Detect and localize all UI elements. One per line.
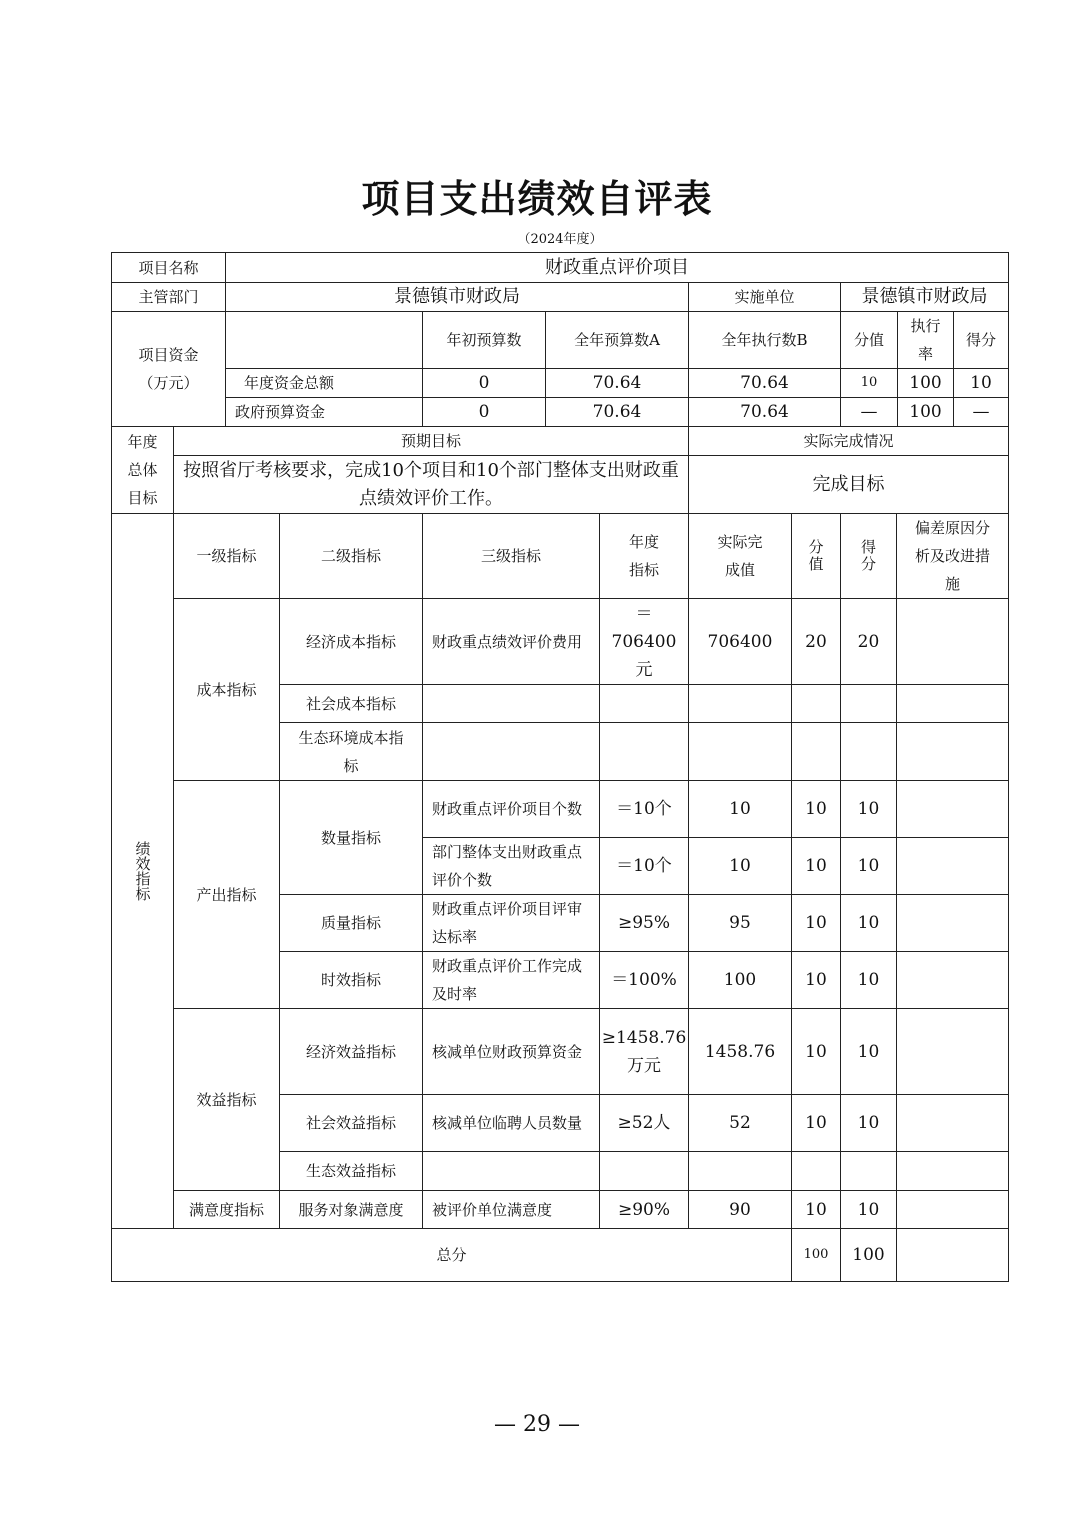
indicator-actual: 10 <box>688 837 792 895</box>
funds-header: 执行率 <box>897 311 954 369</box>
indicator-target: ≥52人 <box>599 1094 689 1152</box>
indicator-actual: 100 <box>688 951 792 1009</box>
funds-cell: 70.64 <box>688 368 841 398</box>
indicator-got: 20 <box>840 598 897 685</box>
goal-label: 年度总体目标 <box>111 426 174 514</box>
funds-header: 全年预算数A <box>545 311 689 369</box>
funds-cell: 0 <box>422 368 546 398</box>
funds-header: 分值 <box>840 311 898 369</box>
perf-header: 年度指标 <box>599 513 689 599</box>
actual-goal-label: 实际完成情况 <box>688 426 1009 456</box>
total-got: 100 <box>840 1228 897 1282</box>
funds-row-label: 年度资金总额 <box>225 368 423 398</box>
indicator-target <box>599 684 689 723</box>
indicator-target: ＝10个 <box>599 780 689 838</box>
dept-value: 景德镇市财政局 <box>225 282 689 312</box>
funds-cell: 100 <box>897 397 954 427</box>
actual-goal: 完成目标 <box>688 455 1009 514</box>
dept-label: 主管部门 <box>111 282 226 312</box>
indicator-actual <box>688 1151 792 1191</box>
indicator-note <box>896 1190 1009 1229</box>
level3-indicator: 财政重点评价项目评审达标率 <box>422 894 600 952</box>
indicator-got: 10 <box>840 894 897 952</box>
indicator-got <box>840 1151 897 1191</box>
perf-label-text: 绩效指标 <box>133 841 152 901</box>
indicator-score: 10 <box>791 951 841 1009</box>
indicator-target: ＝100% <box>599 951 689 1009</box>
indicator-actual: 52 <box>688 1094 792 1152</box>
level2-indicator: 经济效益指标 <box>279 1008 423 1095</box>
level3-indicator <box>422 1151 600 1191</box>
level3-indicator: 财政重点评价工作完成及时率 <box>422 951 600 1009</box>
perf-header: 二级指标 <box>279 513 423 599</box>
indicator-score <box>791 722 841 781</box>
indicator-note <box>896 780 1009 838</box>
funds-row-label: 政府预算资金 <box>225 397 423 427</box>
funds-header: 年初预算数 <box>422 311 546 369</box>
funds-cell: 70.64 <box>688 397 841 427</box>
level2-indicator: 社会成本指标 <box>279 684 423 723</box>
indicator-target: ≥95% <box>599 894 689 952</box>
indicator-score: 10 <box>791 780 841 838</box>
funds-header: 得分 <box>953 311 1009 369</box>
project-name-label: 项目名称 <box>111 252 226 283</box>
funds-blank <box>225 311 423 369</box>
indicator-note <box>896 684 1009 723</box>
expected-goal: 按照省厅考核要求，完成10个项目和10个部门整体支出财政重点绩效评价工作。 <box>173 455 689 514</box>
funds-cell: 10 <box>953 368 1009 398</box>
level3-indicator <box>422 722 600 781</box>
year-subtitle: （2024年度） <box>517 232 603 247</box>
level1-output: 产出指标 <box>173 780 280 1009</box>
funds-cell: 70.64 <box>545 397 689 427</box>
level3-indicator: 核减单位财政预算资金 <box>422 1008 600 1095</box>
level2-indicator: 生态环境成本指标 <box>279 722 423 781</box>
indicator-score: 10 <box>791 894 841 952</box>
perf-header: 得分 <box>840 513 897 599</box>
page-title: 项目支出绩效自评表 <box>361 176 713 221</box>
level2-indicator: 服务对象满意度 <box>279 1190 423 1229</box>
total-label: 总分 <box>111 1228 792 1282</box>
indicator-target: ＝706400元 <box>599 598 689 685</box>
funds-cell: — <box>953 397 1009 427</box>
indicator-actual <box>688 722 792 781</box>
indicator-actual: 95 <box>688 894 792 952</box>
level1-cost: 成本指标 <box>173 598 280 781</box>
page-number: — 29 — <box>494 1412 580 1437</box>
indicator-note <box>896 951 1009 1009</box>
indicator-target <box>599 722 689 781</box>
indicator-note <box>896 722 1009 781</box>
indicator-got: 10 <box>840 1190 897 1229</box>
project-name: 财政重点评价项目 <box>225 252 1009 283</box>
perf-header: 三级指标 <box>422 513 600 599</box>
indicator-got: 10 <box>840 1094 897 1152</box>
funds-header: 全年执行数B <box>688 311 841 369</box>
level3-indicator: 财政重点评价项目个数 <box>422 780 600 838</box>
level3-indicator: 核减单位临聘人员数量 <box>422 1094 600 1152</box>
level3-indicator: 部门整体支出财政重点评价个数 <box>422 837 600 895</box>
indicator-actual <box>688 684 792 723</box>
level3-indicator <box>422 684 600 723</box>
level2-indicator: 数量指标 <box>279 780 423 895</box>
indicator-score: 10 <box>791 1190 841 1229</box>
indicator-target: ≥1458.76万元 <box>599 1008 689 1095</box>
indicator-actual: 90 <box>688 1190 792 1229</box>
level2-indicator: 时效指标 <box>279 951 423 1009</box>
indicator-target: ≥90% <box>599 1190 689 1229</box>
indicator-note <box>896 837 1009 895</box>
funds-cell: 70.64 <box>545 368 689 398</box>
total-score: 100 <box>791 1228 841 1282</box>
perf-label <box>111 513 174 1229</box>
indicator-score: 20 <box>791 598 841 685</box>
indicator-score <box>791 684 841 723</box>
indicator-got <box>840 722 897 781</box>
indicator-note <box>896 598 1009 685</box>
indicator-score: 10 <box>791 1008 841 1095</box>
level1-benefit: 效益指标 <box>173 1008 280 1191</box>
unit-value: 景德镇市财政局 <box>840 282 1009 312</box>
indicator-got: 10 <box>840 780 897 838</box>
indicator-got <box>840 684 897 723</box>
indicator-note <box>896 1151 1009 1191</box>
expected-goal-label: 预期目标 <box>173 426 689 456</box>
perf-header: 实际完成值 <box>688 513 792 599</box>
funds-cell: 10 <box>840 368 898 398</box>
indicator-note <box>896 894 1009 952</box>
indicator-score: 10 <box>791 837 841 895</box>
perf-header: 一级指标 <box>173 513 280 599</box>
level2-indicator: 生态效益指标 <box>279 1151 423 1191</box>
level3-indicator: 财政重点绩效评价费用 <box>422 598 600 685</box>
indicator-got: 10 <box>840 837 897 895</box>
level2-indicator: 经济成本指标 <box>279 598 423 685</box>
indicator-got: 10 <box>840 1008 897 1095</box>
funds-cell: 0 <box>422 397 546 427</box>
funds-cell: — <box>840 397 898 427</box>
indicator-actual: 10 <box>688 780 792 838</box>
level2-indicator: 社会效益指标 <box>279 1094 423 1152</box>
unit-label: 实施单位 <box>688 282 841 312</box>
indicator-got: 10 <box>840 951 897 1009</box>
perf-header: 偏差原因分析及改进措施 <box>896 513 1009 599</box>
indicator-actual: 1458.76 <box>688 1008 792 1095</box>
indicator-note <box>896 1094 1009 1152</box>
indicator-target: ＝10个 <box>599 837 689 895</box>
level3-indicator: 被评价单位满意度 <box>422 1190 600 1229</box>
indicator-actual: 706400 <box>688 598 792 685</box>
level1-satisfaction: 满意度指标 <box>173 1190 280 1229</box>
funds-cell: 100 <box>897 368 954 398</box>
level2-indicator: 质量指标 <box>279 894 423 952</box>
indicator-score: 10 <box>791 1094 841 1152</box>
indicator-score <box>791 1151 841 1191</box>
funds-label: 项目资金（万元） <box>111 311 226 427</box>
indicator-note <box>896 1008 1009 1095</box>
total-note <box>896 1228 1009 1282</box>
perf-header: 分值 <box>791 513 841 599</box>
indicator-target <box>599 1151 689 1191</box>
